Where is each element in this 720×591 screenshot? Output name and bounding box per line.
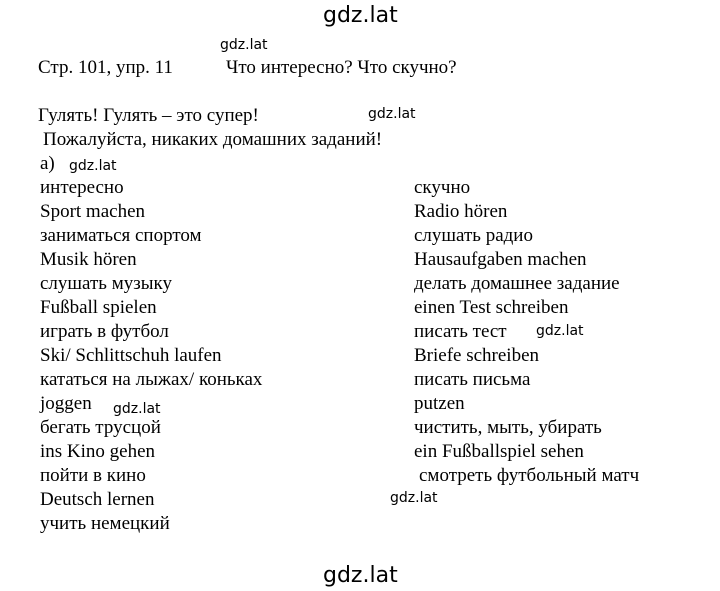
watermark-bottom: gdz.lat <box>323 563 398 588</box>
column-header-interesting: интересно <box>40 177 124 198</box>
left-item: слушать музыку <box>40 273 172 294</box>
left-item: Fußball spielen <box>40 297 157 318</box>
intro-line-2: Пожалуйста, никаких домашних заданий! <box>43 129 383 150</box>
left-item: учить немецкий <box>40 513 170 534</box>
section-label: a) <box>40 153 55 174</box>
page-reference: Стр. 101, упр. 11 <box>38 57 173 78</box>
right-item: Hausaufgaben machen <box>414 249 587 270</box>
column-header-boring: скучно <box>414 177 471 198</box>
watermark-header: gdz.lat <box>220 37 268 53</box>
exercise-title: Что интересно? Что скучно? <box>226 57 457 78</box>
left-item: кататься на лыжах/ коньках <box>40 369 263 390</box>
watermark-right-col: gdz.lat <box>536 323 584 339</box>
watermark-section: gdz.lat <box>69 158 117 174</box>
right-item: putzen <box>414 393 465 414</box>
left-item: joggen <box>40 393 92 414</box>
right-item: писать тест <box>414 321 507 342</box>
watermark-left-col: gdz.lat <box>113 401 161 417</box>
intro-line-1: Гулять! Гулять – это супер! <box>38 105 259 126</box>
right-item: Radio hören <box>414 201 508 222</box>
right-item: слушать радио <box>414 225 533 246</box>
left-item: бегать трусцой <box>40 417 161 438</box>
right-item: чистить, мыть, убирать <box>414 417 602 438</box>
left-item: пойти в кино <box>40 465 146 486</box>
left-item: Sport machen <box>40 201 146 222</box>
right-item: einen Test schreiben <box>414 297 569 318</box>
right-item: писать письма <box>414 369 531 390</box>
right-item: ein Fußballspiel sehen <box>414 441 584 462</box>
watermark-lower: gdz.lat <box>390 490 438 506</box>
left-item: играть в футбол <box>40 321 169 342</box>
watermark-intro: gdz.lat <box>368 106 416 122</box>
watermark-top: gdz.lat <box>323 3 398 28</box>
left-item: ins Kino gehen <box>40 441 156 462</box>
left-item: заниматься спортом <box>40 225 202 246</box>
left-item: Deutsch lernen <box>40 489 155 510</box>
left-item: Ski/ Schlittschuh laufen <box>40 345 222 366</box>
right-item: делать домашнее задание <box>414 273 620 294</box>
right-item: Briefe schreiben <box>414 345 540 366</box>
right-item: смотреть футбольный матч <box>419 465 640 486</box>
left-item: Musik hören <box>40 249 137 270</box>
